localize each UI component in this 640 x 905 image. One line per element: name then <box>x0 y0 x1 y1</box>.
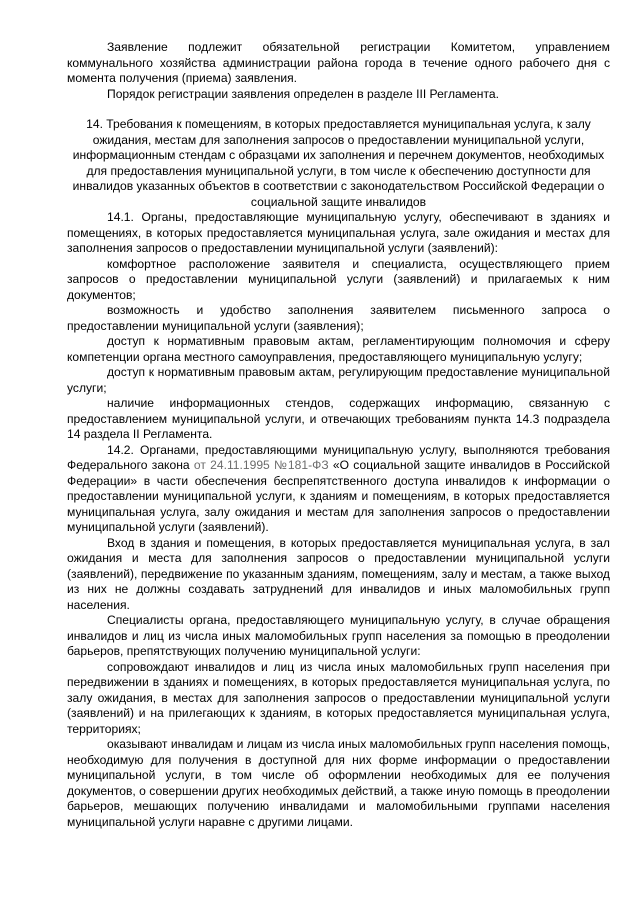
document-page <box>67 40 610 830</box>
list-item-filling-convenience: возможность и удобство заполнения заявителем письменного запроса о предоставлении муниципальной услуги (заявления); <box>67 303 610 333</box>
paragraph-14-1: 14.1. Органы, предоставляющие муниципальную услугу, обеспечивают в зданиях и помещениях, в которых предоставляется муниципальная услуга, зале ожидания и местах для заполнения запросов о предоставлении муниципальной услуги (заявлений): <box>67 210 610 255</box>
paragraph-registration-order: Порядок регистрации заявления определен в разделе III Регламента. <box>107 86 499 101</box>
paragraph-specialists: Специалисты органа, предоставляющего муниципальную услугу, в случае обращения инвалидов и лиц из числа иных маломобильных групп населения за помощью в преодолении барьеров, препятствующих получению муниципальной услуги: <box>67 613 610 658</box>
list-item-comfortable-location: комфортное расположение заявителя и специалиста, осуществляющего прием запросов о предоставлении муниципальной услуги (заявлений) и прилагаемых к ним документов; <box>67 256 610 302</box>
list-item-access-normative-acts: доступ к нормативным правовым актам, регулирующим предоставление муниципальной услуги; <box>67 365 610 395</box>
paragraph-14-2-start: 14.2. Органами, предоставляющими муниципальную услугу, выполняются требования Федерального закона <box>67 442 610 472</box>
paragraph-registration: Заявление подлежит обязательной регистрации Комитетом, управлением коммунального хозяйства администрации района города в течение одного рабочего дня с момента получения (приема) заявления. <box>67 40 610 85</box>
law-reference-date: от 24.11.1995 №181-ФЗ <box>193 458 329 472</box>
paragraph-14-2 <box>67 443 610 536</box>
list-item-assistance: оказывают инвалидам и лицам из числа иных маломобильных групп населения помощь, необходимую для получения в доступной для них форме информации о предоставлении муниципальной услуги, в том числе об оформлении необходимых для ее получения документов, о совершении других необходимых действий, а также иную помощь в преодолении барьеров, мешающих получению инвалидами и маломобильными группами населения муниципальной услуги наравне с другими лицами. <box>67 737 610 829</box>
list-item-access-regulating-acts: доступ к нормативным правовым актам, регламентирующим полномочия и сферу компетенции органа местного самоуправления, предоставляющего муниципальную услугу; <box>67 334 610 364</box>
paragraph-14-2-rest: «О социальной защите инвалидов в Российской Федерации» в части обеспечения беспрепятственного доступа инвалидов к информации о предоставлении муниципальной услуги, к зданиям и помещениям, в которых предоставляется муниципальная услуга, залу ожидания и местам для заполнения запросов о предоставлении муниципальной услуги (заявлений). <box>67 458 611 534</box>
section-heading-14: 14. Требования к помещениям, в которых предоставляется муниципальная услуга, к залу ожидания, местам для заполнения запросов о предоставлении муниципальной услуги, информационным стендам с образцами их заполнения и перечнем документов, необходимых для предоставления муниципальной услуги, в том числе к обеспечению доступности для инвалидов указанных объектов в соответствии с законодательством Российской Федерации о социальной защите инвалидов <box>72 117 605 209</box>
list-item-accompany: сопровождают инвалидов и лиц из числа иных маломобильных групп населения при передвижении в зданиях и помещениях, в которых предоставляется муниципальная услуга, по залу ожидания, в местах для заполнения запросов о предоставлении муниципальной услуги (заявлений) и на прилегающих к зданиям, в которых предоставляется муниципальная услуга, территориях; <box>67 659 610 736</box>
spacer <box>67 102 610 117</box>
paragraph-entrance-access: Вход в здания и помещения, в которых предоставляется муниципальная услуга, в зал ожидания и места для заполнения запросов о предоставлении муниципальной услуги (заявлений), передвижение по указанным зданиям, помещениям, залу и местам, а также выход из них не должны создавать затруднений для инвалидов и иных маломобильных групп населения. <box>67 535 610 612</box>
list-item-info-stands: наличие информационных стендов, содержащих информацию, связанную с предоставлением муниципальной услуги, и отвечающих требованиям пункта 14.3 подраздела 14 раздела II Регламента. <box>67 396 610 441</box>
